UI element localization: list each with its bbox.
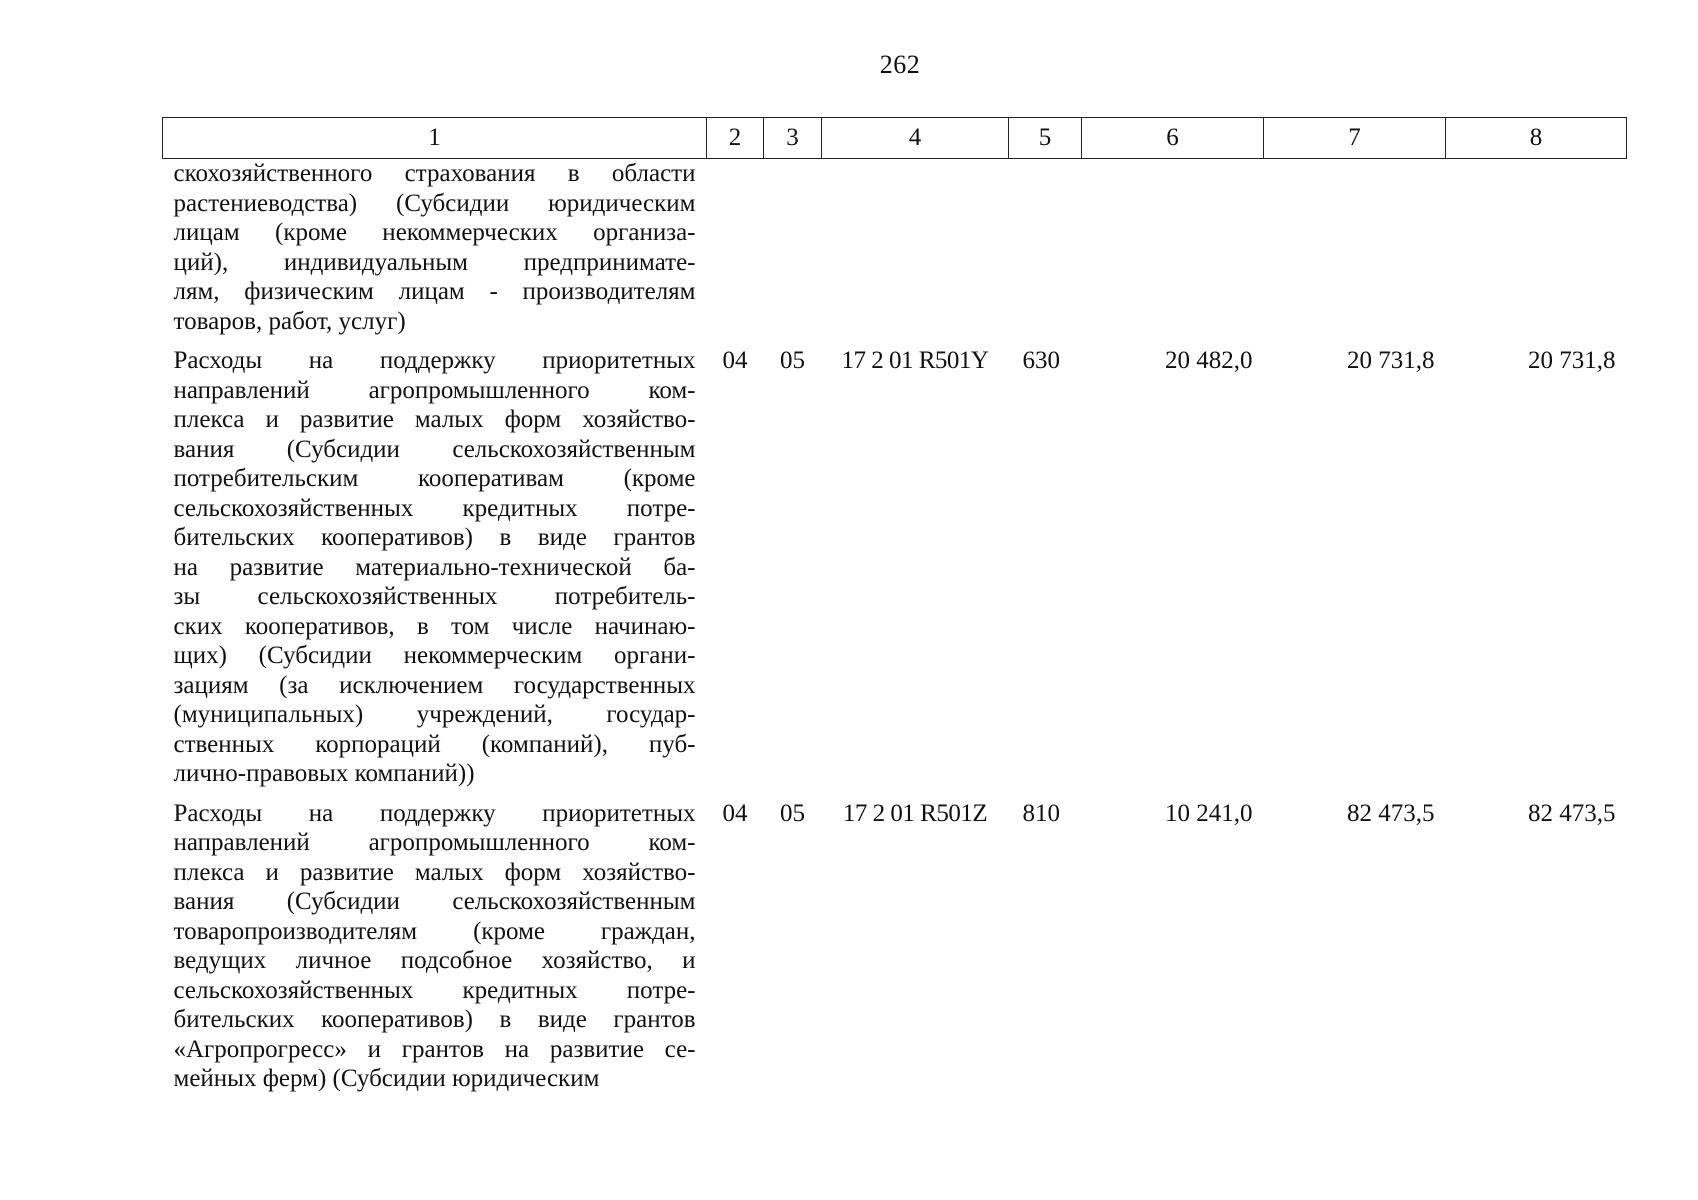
spacer-cell [822,789,1009,799]
description-line: товаров, работ, услуг) [173,307,406,335]
spacer-cell [707,789,764,799]
expense-type-cell: 810 [1022,799,1060,827]
column-header-3: 3 [764,118,822,159]
description-line: зы сельскохозяйственных потребитель- [173,583,696,610]
section-code-cell: 04 [722,799,748,827]
subsection-code-cell: 05 [780,799,805,827]
table-row [163,799,1627,1094]
description-line: «Агропрогресс» и грантов на развитие се- [173,1035,696,1063]
description-line: (муниципальных) учреждений, государ- [173,701,696,728]
row-spacer [163,336,1627,346]
section-code-cell: 04 [722,347,748,374]
section-code-cell [707,159,764,337]
page-number: 262 [879,50,921,79]
description-line: щих) (Субсидии некоммерческим органи- [173,642,696,669]
budget-table [162,117,1627,1094]
spacer-cell [163,336,707,346]
description-line: ственных корпораций (компаний), пуб- [173,730,696,758]
table-header-row [163,118,1627,159]
expense-type-cell: 630 [1022,347,1060,374]
description-cell [163,346,707,789]
spacer-cell [764,789,822,799]
spacer-cell [1264,789,1446,799]
spacer-cell [1446,336,1627,346]
spacer-cell [1264,336,1446,346]
spacer-cell [1446,789,1627,799]
row-spacer [163,789,1627,799]
description-line: растениеводства) (Субсидии юридическим [173,189,696,217]
description-line: ций), индивидуальным предпринимате- [173,248,696,276]
column-header-7: 7 [1264,118,1446,159]
spacer-cell [1009,789,1082,799]
description-line: сельскохозяйственных кредитных потре- [173,976,696,1004]
table-body [163,159,1627,1094]
column-header-5: 5 [1009,118,1082,159]
description-line: скохозяйственного страхования в области [173,160,696,187]
description-line: плекса и развитие малых форм хозяйство- [173,858,696,886]
description-line: бительских кооперативов) в виде грантов [173,524,696,551]
description-cell [163,799,707,1094]
description-line: потребительским кооперативам (кроме [173,465,696,492]
amount-year-1-cell [1082,159,1264,337]
description-line: ских кооперативов, в том числе начинаю- [173,612,696,640]
description-line: товаропроизводителям (кроме граждан, [173,917,696,945]
amount-year-3-cell: 82 473,5 [1528,799,1616,827]
description-line: Расходы на поддержку приоритетных [173,799,696,827]
column-header-4: 4 [822,118,1009,159]
expense-type-cell [1009,159,1082,337]
amount-year-2-cell: 20 731,8 [1347,347,1435,374]
description-line: на развитие материально-технической ба- [173,553,696,581]
description-line: направлений агропромышленного ком- [173,376,696,404]
column-header-8: 8 [1446,118,1627,159]
description-cell [163,159,707,337]
amount-year-1-cell: 20 482,0 [1165,347,1253,374]
target-article-cell: 17 2 01 R501Y [841,347,989,374]
description-line: зациям (за исключением государственных [173,671,696,699]
description-line: направлений агропромышленного ком- [173,829,696,856]
spacer-cell [163,789,707,799]
description-line: бительских кооперативов) в виде грантов [173,1006,696,1033]
spacer-cell [764,336,822,346]
spacer-cell [822,336,1009,346]
table-row [163,346,1627,789]
amount-year-1-cell: 10 241,0 [1165,799,1253,827]
description-line: сельскохозяйственных кредитных потре- [173,494,696,522]
spacer-cell [1082,789,1264,799]
amount-year-3-cell [1446,159,1627,337]
description-line: ведущих личное подсобное хозяйство, и [173,947,696,974]
target-article-cell [822,159,1009,337]
description-line: лям, физическим лицам - производителям [173,278,696,305]
amount-year-2-cell: 82 473,5 [1347,799,1435,827]
subsection-code-cell [764,159,822,337]
amount-year-3-cell: 20 731,8 [1528,347,1616,374]
description-line: лично-правовых компаний)) [173,760,475,787]
spacer-cell [1009,336,1082,346]
description-line: лицам (кроме некоммерческих организа- [173,219,696,246]
column-header-2: 2 [707,118,764,159]
description-line: вания (Субсидии сельскохозяйственным [173,888,696,915]
target-article-cell: 17 2 01 R501Z [842,799,988,827]
amount-year-2-cell [1264,159,1446,337]
spacer-cell [1082,336,1264,346]
column-header-1: 1 [163,118,707,159]
description-line: вания (Субсидии сельскохозяйственным [173,435,696,463]
description-line: Расходы на поддержку приоритетных [173,347,696,374]
subsection-code-cell: 05 [780,347,805,374]
description-line: мейных ферм) (Субсидии юридическим [173,1065,600,1092]
table-row [163,159,1627,337]
description-line: плекса и развитие малых форм хозяйство- [173,406,696,433]
column-header-6: 6 [1082,118,1264,159]
spacer-cell [707,336,764,346]
